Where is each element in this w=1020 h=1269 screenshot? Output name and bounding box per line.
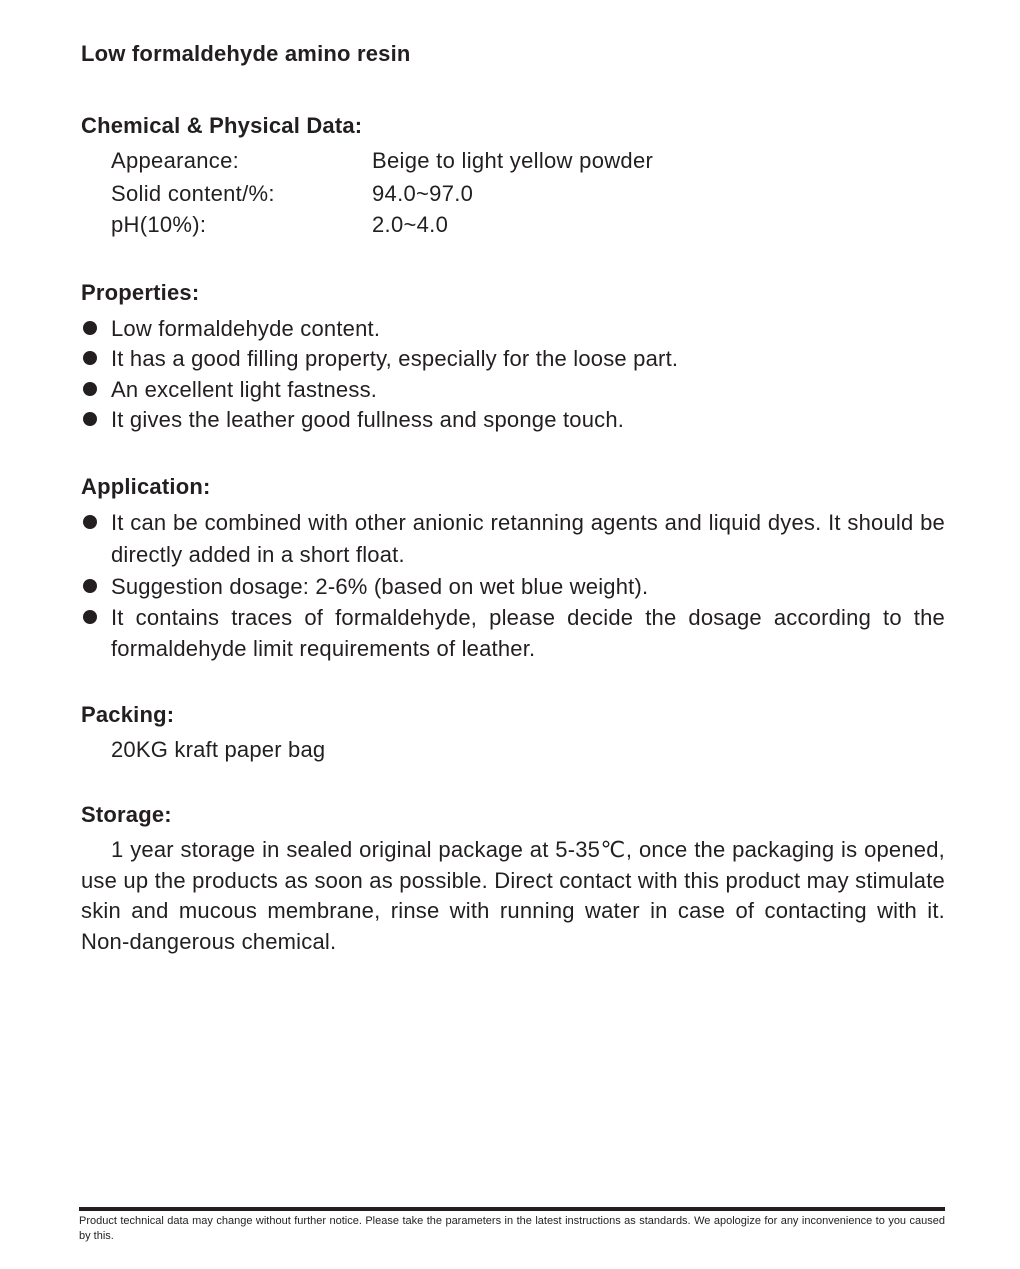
- bullet-dot-icon: [83, 351, 97, 365]
- properties-item-text: It has a good filling property, especially for the loose part.: [111, 346, 679, 371]
- properties-item: [81, 374, 945, 405]
- bullet-dot-icon: [83, 610, 97, 624]
- properties-item: [81, 313, 945, 344]
- properties-item: [81, 404, 945, 435]
- appearance-label: Appearance:: [111, 148, 240, 173]
- bullet-dot-icon: [83, 321, 97, 335]
- properties-heading: Properties:: [81, 280, 200, 305]
- document-title: Low formaldehyde amino resin: [81, 41, 411, 66]
- chemical-data-heading: Chemical & Physical Data:: [81, 113, 363, 138]
- application-item-text: It can be combined with other anionic retanning agents and liquid dyes. It should be directly added in a short float.: [111, 510, 945, 567]
- bullet-dot-icon: [83, 412, 97, 426]
- footer-divider: [79, 1207, 945, 1211]
- application-item-text: Suggestion dosage: 2-6% (based on wet blue weight).: [111, 574, 649, 599]
- solid-content-label: Solid content/%:: [111, 181, 275, 206]
- bullet-dot-icon: [83, 579, 97, 593]
- ph-label: pH(10%):: [111, 212, 207, 237]
- ph-value: 2.0~4.0: [372, 212, 449, 237]
- footer-note: Product technical data may change without further notice. Please take the parameters in the latest instructions as standards. We apologize for any inconvenience to you caused by this.: [79, 1215, 945, 1242]
- application-item-text: It contains traces of formaldehyde, please decide the dosage according to the formaldehyde limit requirements of leather.: [111, 605, 945, 661]
- storage-text: 1 year storage in sealed original package at 5-35℃, once the packaging is opened, use up the products as soon as possible. Direct contact with this product may stimulate skin and mucous membrane, rinse with running water in case of contacting with it. Non-dangerous chemical.: [81, 837, 945, 954]
- packing-heading: Packing:: [81, 702, 175, 727]
- solid-content-value: 94.0~97.0: [372, 181, 474, 206]
- appearance-value: Beige to light yellow powder: [372, 148, 654, 173]
- storage-heading: Storage:: [81, 802, 172, 827]
- properties-item-text: Low formaldehyde content.: [111, 316, 381, 341]
- properties-item-text: An excellent light fastness.: [111, 377, 378, 402]
- application-item: [81, 602, 945, 664]
- application-item: [81, 507, 945, 571]
- bullet-dot-icon: [83, 515, 97, 529]
- bullet-dot-icon: [83, 382, 97, 396]
- properties-item: [81, 343, 945, 374]
- application-item: [81, 571, 945, 602]
- properties-item-text: It gives the leather good fullness and sponge touch.: [111, 407, 625, 432]
- packing-text: 20KG kraft paper bag: [111, 737, 326, 762]
- application-heading: Application:: [81, 474, 211, 499]
